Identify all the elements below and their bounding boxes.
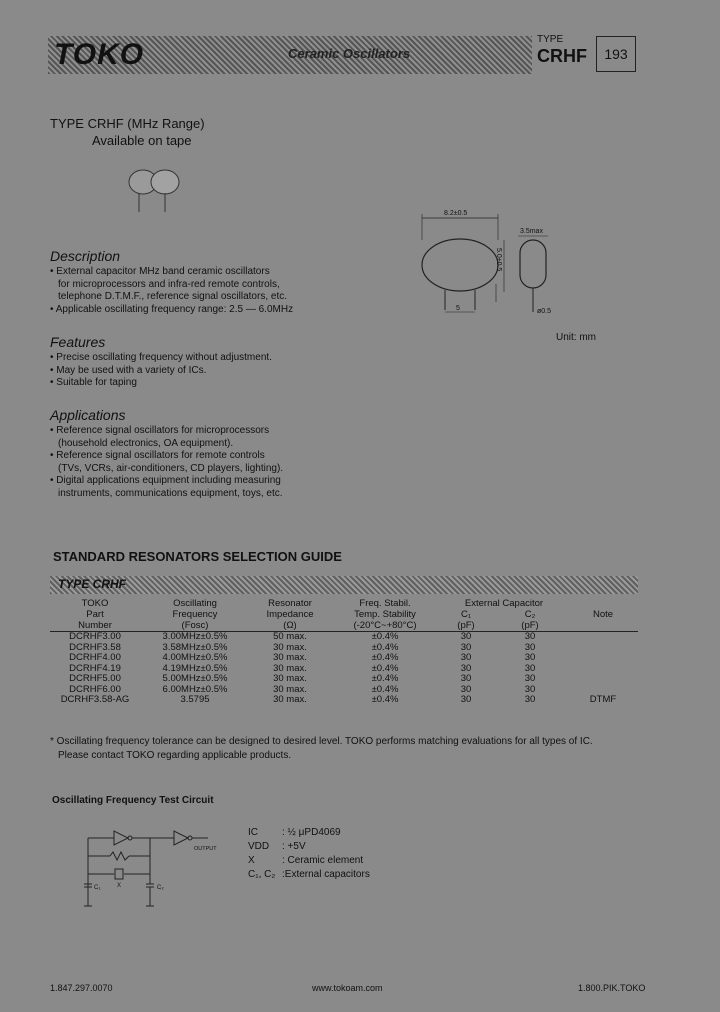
features-line: • Suitable for taping (50, 377, 137, 388)
header-line: Temp. Stability (354, 609, 416, 620)
cell-temp: ±0.4% (371, 652, 399, 663)
header-line: (pF) (457, 620, 475, 631)
cell-c2: 30 (524, 662, 536, 674)
cell-temp: ±0.4% (371, 673, 399, 684)
legend-key: IC (248, 827, 258, 838)
description-line: for microprocessors and infra-red remote controls, (58, 278, 280, 290)
header-line: Part (86, 609, 104, 620)
x-label: X (117, 883, 122, 889)
cell-c2: 30 (524, 652, 536, 663)
selection-guide-title: STANDARD RESONATORS SELECTION GUIDE (53, 549, 342, 564)
header-line: C₂ (524, 609, 536, 620)
cell-imp: 30 max. (273, 652, 307, 663)
legend-key: C₁, C₂ (248, 869, 276, 880)
dim-height-label: 5.0±0.5 (495, 248, 502, 272)
cell-c2: 30 (524, 641, 536, 653)
table-row (50, 643, 638, 654)
header-title: Ceramic Oscillators (288, 46, 411, 61)
header-line: (Fosc) (181, 620, 209, 631)
col-c2-header (492, 609, 568, 632)
col-part-header (50, 598, 140, 632)
cell-imp: 30 max. (273, 673, 307, 684)
description-body (50, 266, 293, 316)
legend-row (248, 868, 370, 882)
col-imp-header (250, 598, 330, 632)
toko-logo: TOKO (54, 38, 145, 71)
col-temp-header (330, 598, 440, 632)
type-name: CRHF (537, 46, 587, 66)
cell-imp: 30 max. (273, 662, 307, 674)
cell-part: DCRHF3.58-AG (60, 694, 130, 705)
description-heading: Description (50, 248, 121, 264)
applications-line: • Digital applications equipment including measuring (50, 475, 281, 486)
selection-footnote (50, 735, 593, 763)
cell-freq: 3.00MHz±0.5% (162, 631, 228, 642)
type-band (50, 576, 638, 594)
cell-freq: 3.58MHz±0.5% (162, 641, 228, 653)
cell-temp: ±0.4% (371, 683, 399, 695)
legend-row (248, 840, 370, 854)
footnote-line: * Oscillating frequency tolerance can be designed to desired level. TOKO performs matching evaluations for all types of IC. (50, 736, 593, 747)
header-line: TOKO (81, 598, 109, 609)
cell-c2: 30 (524, 631, 536, 642)
product-image (125, 160, 185, 215)
header-line: Freq. Stabil. (359, 598, 411, 609)
cell-part: DCRHF4.19 (69, 662, 121, 674)
cell-part: DCRHF6.00 (69, 683, 121, 695)
cell-freq: 4.00MHz±0.5% (162, 652, 228, 663)
dim-width-label: 8.2±0.5 (444, 210, 468, 217)
description-line: • Applicable oscillating frequency range: 2.5 — 6.0MHz (50, 303, 294, 315)
table-row (50, 664, 638, 675)
cell-temp: ±0.4% (371, 662, 399, 674)
features-line: • Precise oscillating frequency without adjustment. (50, 352, 272, 363)
cell-imp: 30 max. (273, 641, 307, 653)
col-freq-header (140, 598, 250, 632)
header-line: Resonator (268, 598, 312, 609)
legend-value: : Ceramic element (282, 855, 364, 866)
legend-value: : ½ μPD4069 (282, 827, 341, 838)
cell-note (568, 664, 638, 675)
header-line: Oscillating (173, 598, 217, 609)
col-note-header: Note (568, 598, 638, 632)
test-circuit-title: Oscillating Frequency Test Circuit (52, 795, 214, 806)
dimension-drawing (400, 200, 590, 330)
type-label: TYPE (537, 34, 564, 45)
cell-c1: 30 (460, 662, 472, 674)
cell-part: DCRHF4.00 (69, 652, 121, 663)
table-row (50, 685, 638, 696)
cell-temp: ±0.4% (371, 694, 399, 705)
cell-temp: ±0.4% (371, 641, 399, 653)
table-row (50, 653, 638, 664)
legend-value: :External capacitors (282, 869, 370, 880)
cell-c1: 30 (460, 641, 472, 653)
cell-freq: 4.19MHz±0.5% (162, 662, 228, 674)
cell-c1: 30 (460, 683, 472, 695)
cell-c1: 30 (460, 673, 472, 684)
cell-imp: 50 max. (273, 631, 307, 642)
header-line: C₁ (460, 609, 472, 620)
features-body (50, 352, 272, 390)
cell-c2: 30 (524, 694, 536, 705)
cell-freq: 5.00MHz±0.5% (162, 673, 228, 684)
unit-label: Unit: mm (556, 332, 596, 343)
page-number: 193 (596, 36, 636, 72)
circuit-legend (248, 826, 370, 882)
footer-website[interactable]: www.tokoam.com (312, 983, 383, 993)
footer-tollfree: 1.800.PIK.TOKO (578, 983, 646, 993)
cell-note (568, 632, 638, 643)
cell-part: DCRHF3.58 (69, 641, 121, 653)
cell-c1: 30 (460, 631, 472, 642)
header-line: Impedance (266, 609, 314, 620)
table-row (50, 674, 638, 685)
output-label: OUTPUT (194, 846, 217, 852)
header-line: (pF) (521, 620, 539, 631)
availability-text: Available on tape (92, 133, 192, 148)
col-c1-header (440, 609, 492, 632)
footnote-line: Please contact TOKO regarding applicable products. (58, 750, 292, 761)
cell-note: DTMF (589, 694, 617, 705)
legend-value: : +5V (282, 841, 306, 852)
header-line: (Ω) (283, 620, 297, 631)
type-heading: TYPE CRHF (MHz Range) (50, 116, 205, 131)
table-row (50, 695, 638, 706)
header-line: Number (78, 620, 112, 631)
cell-part: DCRHF5.00 (69, 673, 121, 684)
cell-c1: 30 (460, 652, 472, 663)
cell-freq: 3.5795 (180, 694, 210, 705)
dim-thick-label: 3.5max (520, 228, 543, 235)
cell-c1: 30 (460, 694, 472, 705)
col-cap-header: External Capacitor (464, 598, 544, 609)
features-line: • May be used with a variety of ICs. (50, 364, 207, 376)
cell-note (568, 643, 638, 654)
applications-heading: Applications (50, 407, 126, 423)
cell-imp: 30 max. (273, 694, 307, 705)
cell-note (568, 653, 638, 664)
cell-part: DCRHF3.00 (69, 631, 121, 642)
c2-label: C₂ (157, 885, 164, 891)
type-band-label: TYPE CRHF (58, 577, 127, 591)
cell-imp: 30 max. (273, 683, 307, 695)
header-line: (-20°C~+80°C) (353, 620, 417, 631)
description-line: telephone D.T.M.F., reference signal oscillators, etc. (58, 291, 287, 302)
cell-c2: 30 (524, 683, 536, 695)
footer-phone: 1.847.297.0070 (50, 983, 113, 993)
legend-key: X (248, 855, 255, 866)
selection-table (50, 598, 638, 706)
cell-freq: 6.00MHz±0.5% (162, 683, 228, 695)
applications-line: instruments, communications equipment, toys, etc. (58, 487, 283, 499)
applications-line: • Reference signal oscillators for microprocessors (50, 425, 270, 436)
features-heading: Features (50, 334, 106, 350)
legend-row (248, 854, 370, 868)
header-line: Frequency (172, 609, 218, 620)
applications-line: (household electronics, OA equipment). (58, 437, 234, 449)
description-line: • External capacitor MHz band ceramic oscillators (50, 266, 270, 277)
cell-note (568, 674, 638, 685)
legend-key: VDD (248, 841, 270, 852)
cell-temp: ±0.4% (371, 631, 399, 642)
applications-line: (TVs, VCRs, air-conditioners, CD players, lighting). (58, 462, 284, 474)
c1-label: C₁ (94, 885, 101, 891)
dim-lead-label: ø0.5 (537, 308, 552, 315)
legend-row (248, 826, 370, 840)
test-circuit-diagram (82, 826, 232, 916)
table-row (50, 632, 638, 643)
dim-pitch-label: 5 (456, 305, 460, 312)
applications-line: • Reference signal oscillators for remote controls (50, 450, 265, 461)
cell-c2: 30 (524, 673, 536, 684)
header-band (48, 36, 532, 74)
applications-body (50, 425, 283, 500)
